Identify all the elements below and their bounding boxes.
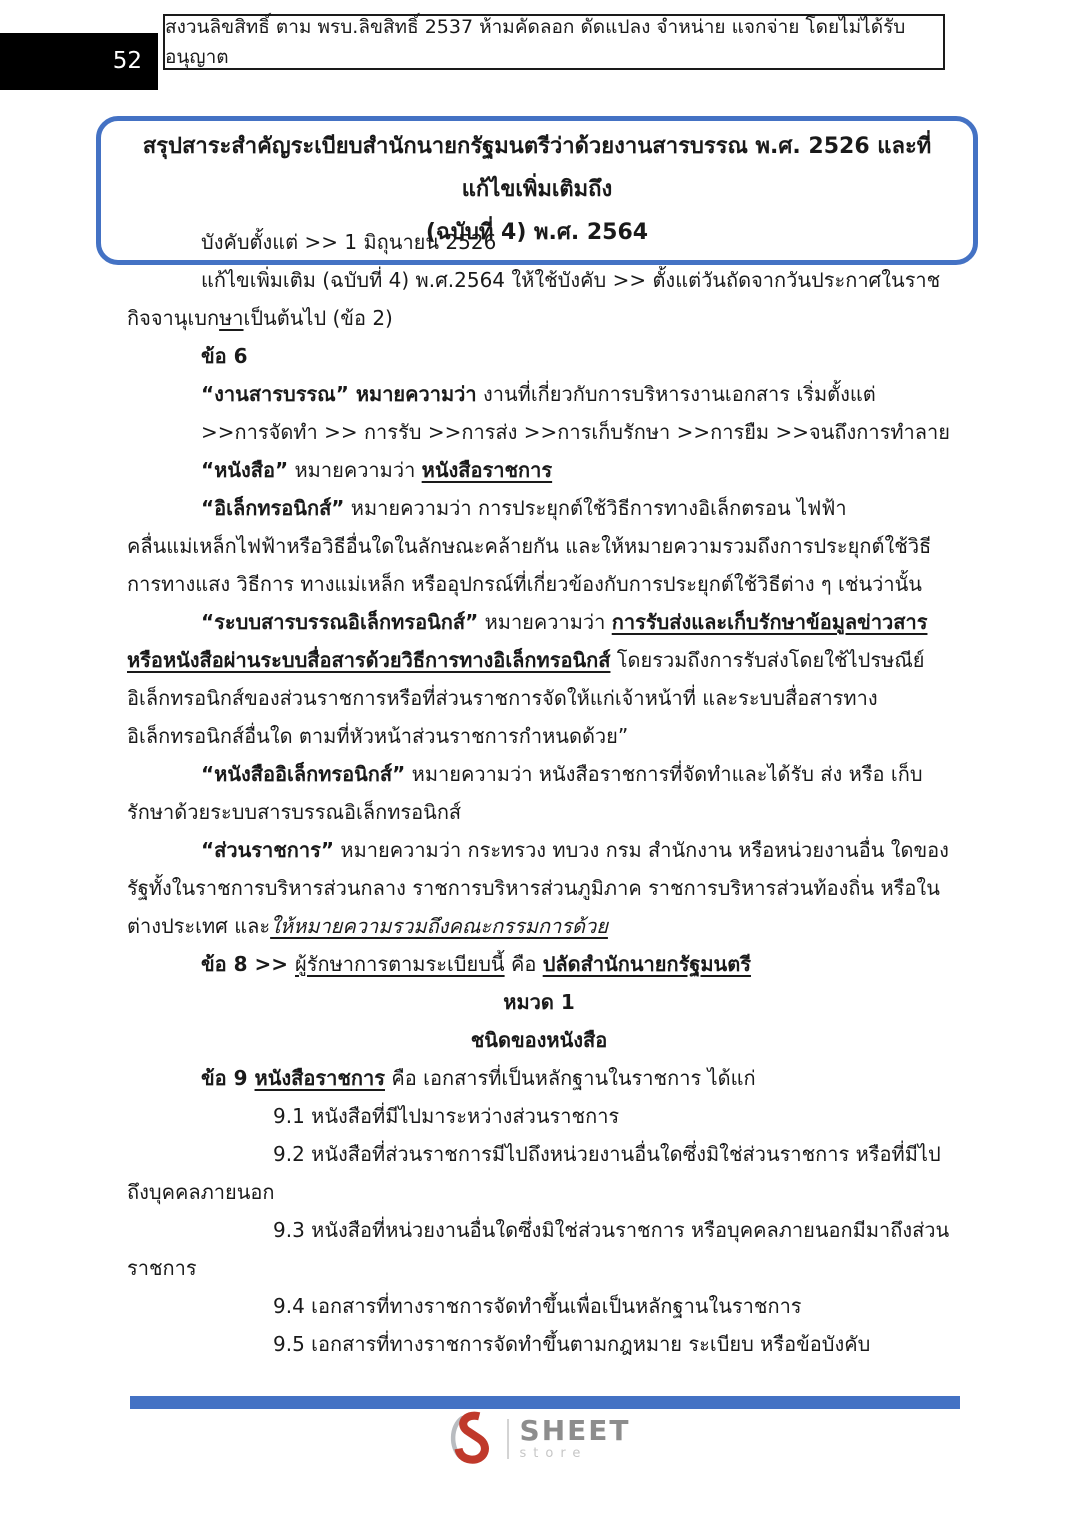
logo-divider-line bbox=[507, 1419, 509, 1459]
amendment-line: แก้ไขเพิ่มเติม (ฉบับที่ 4) พ.ศ.2564 ให้ใช้บังคับ >> ตั้งแต่วันถัดจากวันประกาศในราชกิจจานุเบกษาเป็นต้นไป (ข้อ 2) bbox=[127, 268, 941, 330]
term-government-agency: “ส่วนราชการ” bbox=[201, 838, 335, 862]
clause-9-line: ข้อ 9 หนังสือราชการ คือ เอกสารที่เป็นหลักฐานในราชการ ได้แก่ bbox=[201, 1066, 756, 1090]
effective-date-line: บังคับตั้งแต่ >> 1 มิถุนายน 2526 bbox=[201, 230, 497, 254]
logo-brand-name: SHEET bbox=[519, 1413, 631, 1447]
document-title-line1: สรุปสาระสำคัญระเบียบสำนักนายกรัฐมนตรีว่าด้วยงานสารบรรณ พ.ศ. 2526 และที่แก้ไขเพิ่มเติมถึง bbox=[142, 134, 932, 202]
copyright-notice-box bbox=[163, 14, 945, 70]
page-number: 52 bbox=[112, 48, 142, 74]
definition-nangsue: “หนังสือ” หมายความว่า หนังสือราชการ bbox=[201, 458, 553, 482]
definition-electronic-system: “ระบบสารบรรณอิเล็กทรอนิกส์” หมายความว่า การรับส่งและเก็บรักษาข้อมูลข่าวสาร หรือหนังสือผ่านระบบสื่อสารด้วยวิธีการทางอิเล็กทรอนิกส์ โดยรวมถึงการรับส่งโดยใช้ไปรษณีย์อิเล็กทรอนิกส์ของส่วนราชการหรือที่ส่วนราชการจัดให้แก่เจ้าหน้าที่ และระบบสื่อสารทางอิเล็กทรอนิกส์อื่นใด ตามที่หัวหน้าส่วนราชการกำหนดด้วย” bbox=[127, 610, 928, 748]
chapter-title: ชนิดของหนังสือ bbox=[470, 1028, 608, 1052]
document-body bbox=[127, 223, 951, 1363]
term-electronic: “อิเล็กทรอนิกส์” bbox=[201, 496, 345, 520]
chapter-number: หมวด 1 bbox=[503, 990, 575, 1014]
list-item-9-4: 9.4 เอกสารที่ทางราชการจัดทำขึ้นเพื่อเป็นหลักฐานในราชการ bbox=[273, 1294, 802, 1318]
term-nangsue: “หนังสือ” bbox=[201, 458, 289, 482]
definition-government-agency: “ส่วนราชการ” หมายความว่า กระทรวง ทบวง กรม สำนักงาน หรือหน่วยงานอื่น ใดของรัฐทั้งในราชการบริหารส่วนกลาง ราชการบริหารส่วนภูมิภาค ราชการบริหารส่วนท้องถิ่น หรือในต่างประเทศ และให้หมายความรวมถึงคณะกรรมการด้วย bbox=[127, 838, 949, 938]
term-electronic-system: “ระบบสารบรรณอิเล็กทรอนิกส์” bbox=[201, 610, 479, 634]
copyright-notice-text: สงวนลิขสิทธิ์ ตาม พรบ.ลิขสิทธิ์ 2537 ห้ามคัดลอก ดัดแปลง จำหน่าย แจกจ่าย โดยไม่ได้รับอนุญาต bbox=[165, 16, 906, 68]
list-item-9-3: 9.3 หนังสือที่หน่วยงานอื่นใดซึ่งมิใช่ส่วนราชการ หรือบุคคลภายนอกมีมาถึงส่วนราชการ bbox=[127, 1218, 950, 1280]
logo-brand-subtitle: store bbox=[519, 1445, 588, 1461]
document-title-line2: (ฉบับที่ 4) พ.ศ. 2564 bbox=[425, 220, 649, 245]
process-steps-line: >>การจัดทำ >> การรับ >>การส่ง >>การเก็บรักษา >>การยืม >>จนถึงการทำลาย bbox=[201, 420, 950, 444]
sheet-store-logo-icon bbox=[445, 1410, 499, 1468]
clause-8-line: ข้อ 8 >> ผู้รักษาการตามระเบียบนี้ คือ ปลัดสำนักนายกรัฐมนตรี bbox=[201, 952, 751, 976]
list-item-9-1: 9.1 หนังสือที่มีไปมาระหว่างส่วนราชการ bbox=[273, 1104, 620, 1128]
sheet-store-logo bbox=[445, 1410, 631, 1468]
definition-electronic-document: “หนังสืออิเล็กทรอนิกส์” หมายความว่า หนังสือราชการที่จัดทำและได้รับ ส่ง หรือ เก็บรักษาด้วยระบบสารบรรณอิเล็กทรอนิกส์ bbox=[127, 762, 923, 824]
definition-sarabun: “งานสารบรรณ” หมายความว่า งานที่เกี่ยวกับการบริหารงานเอกสาร เริ่มตั้งแต่ bbox=[201, 382, 876, 406]
page-number-box bbox=[0, 33, 158, 90]
definition-electronic: “อิเล็กทรอนิกส์” หมายความว่า การประยุกต์ใช้วิธีการทางอิเล็กตรอน ไฟฟ้า คลื่นแม่เหล็กไฟฟ้าหรือวิธีอื่นใดในลักษณะคล้ายกัน และให้หมายความรวมถึงการประยุกต์ใช้วิธีการทางแสง วิธีการ ทางแม่เหล็ก หรืออุปกรณ์ที่เกี่ยวข้องกับการประยุกต์ใช้วิธีต่าง ๆ เช่นว่านั้น bbox=[127, 496, 932, 596]
term-sarabun: “งานสารบรรณ” หมายความว่า bbox=[201, 382, 477, 406]
term-electronic-document: “หนังสืออิเล็กทรอนิกส์” bbox=[201, 762, 406, 786]
clause-6-heading: ข้อ 6 bbox=[201, 344, 248, 368]
footer-divider-bar bbox=[130, 1396, 960, 1409]
list-item-9-5: 9.5 เอกสารที่ทางราชการจัดทำขึ้นตามกฎหมาย ระเบียบ หรือข้อบังคับ bbox=[273, 1332, 871, 1356]
list-item-9-2: 9.2 หนังสือที่ส่วนราชการมีไปถึงหน่วยงานอื่นใดซึ่งมิใช่ส่วนราชการ หรือที่มีไปถึงบุคคลภายนอก bbox=[127, 1142, 941, 1204]
